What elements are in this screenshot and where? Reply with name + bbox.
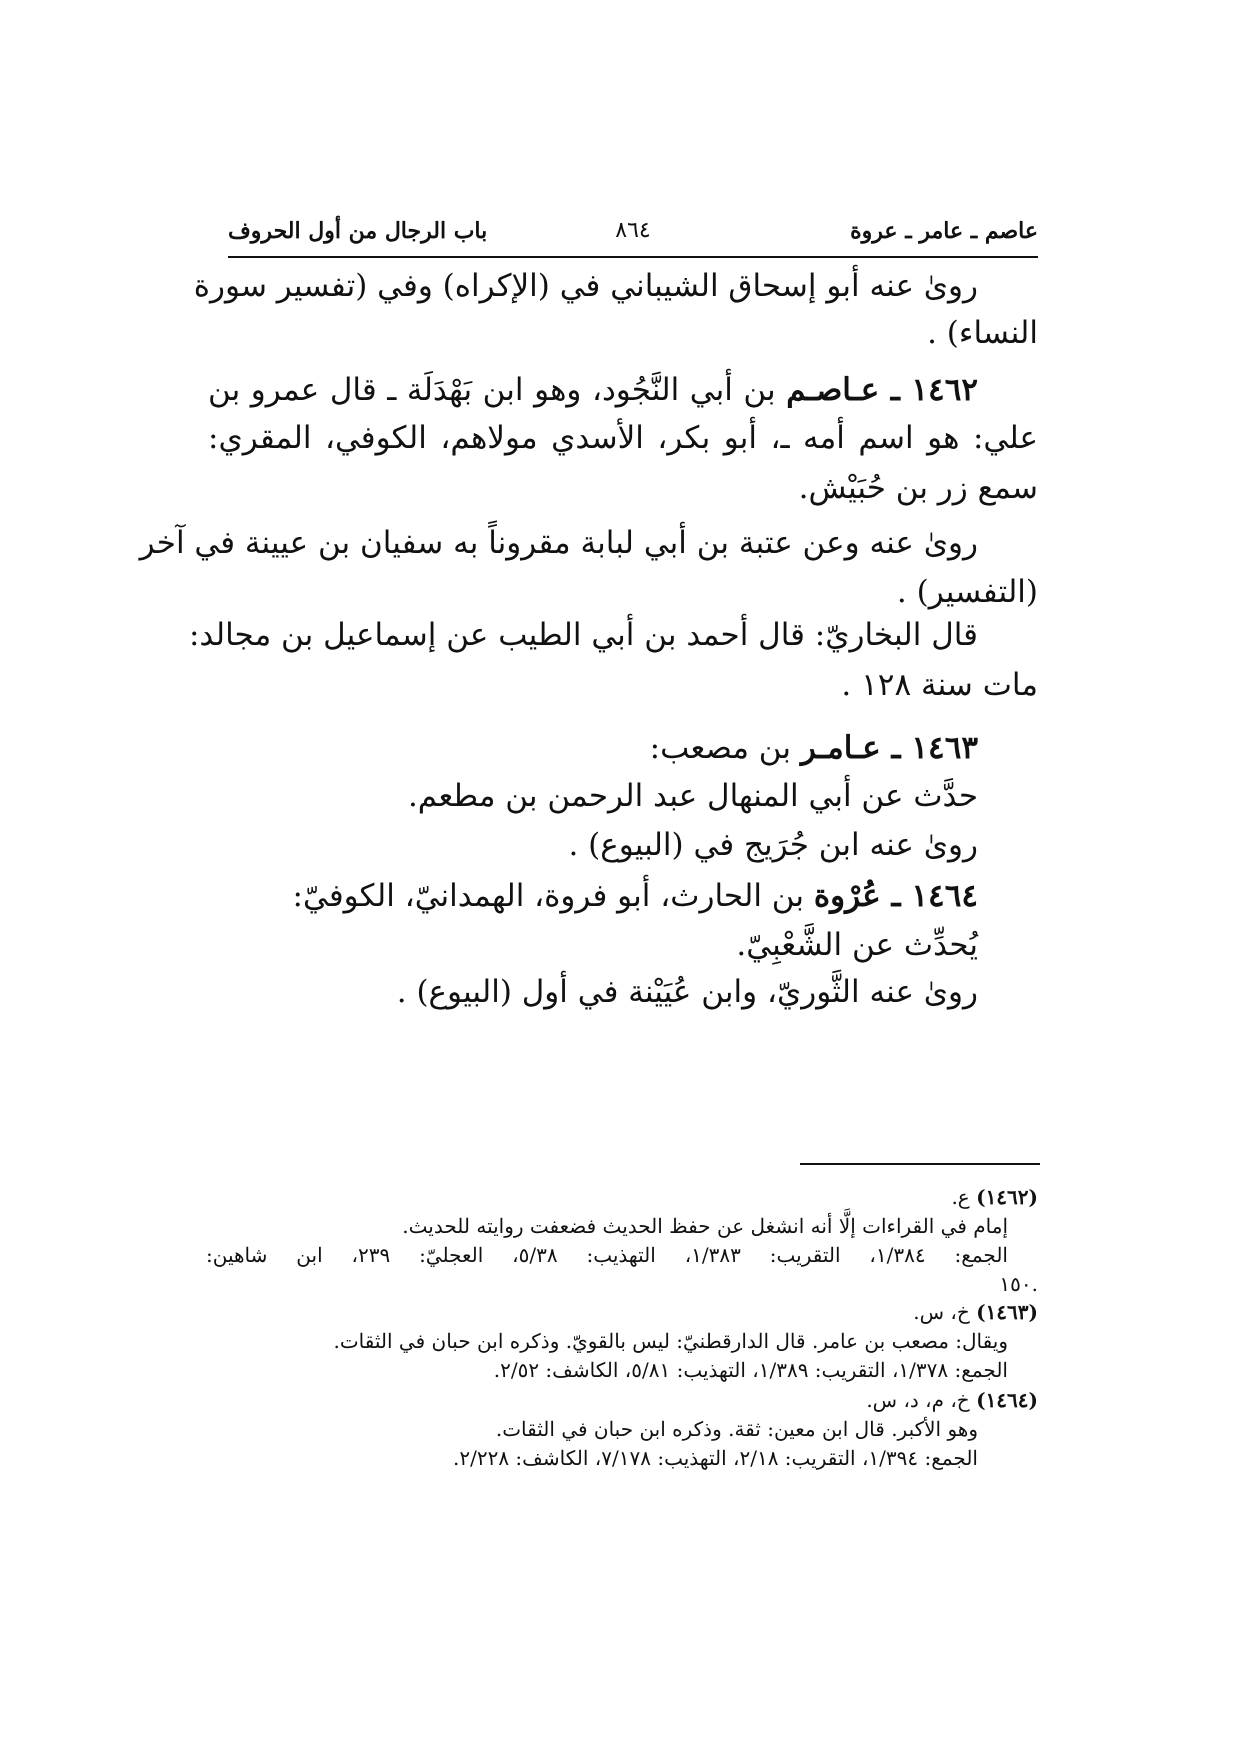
footnote-1464-head (866, 1388, 1038, 1412)
footnote-line: الجمع: ١/٣٩٤، التقريب: ٢/١٨، التهذيب: ٧/١٧٨، الكاشف: ٢/٢٢٨. (453, 1446, 978, 1470)
entry-text: بن الحارث، أبو فروة، الهمدانيّ، الكوفيّ: (292, 878, 805, 914)
entry-number-1462: ١٤٦٢ ـ عـاصـم (786, 372, 978, 408)
body-line: علي: هو اسم أمه ـ، أبو بكر، الأسدي مولاهم، الكوفي، المقري: (208, 420, 1038, 456)
running-header (228, 208, 1038, 258)
page-number: ٨٦٤ (615, 218, 651, 243)
footnote-1463-head (913, 1300, 1038, 1324)
footnote-number: (١٤٦٤) (976, 1388, 1038, 1412)
footnote-line: الجمع: ١/٣٨٤، التقريب: ١/٣٨٣، التهذيب: ٥/٣٨، العجليّ: ٢٣٩، ابن شاهين: (206, 1243, 1008, 1267)
body-line: النساء) . (927, 315, 1038, 351)
body-line: رویٰ عنه الثَّوريّ، وابن عُيَيْنة في أول (البيوع) . (396, 974, 978, 1010)
body-line: يُحدِّث عن الشَّعْبِيّ. (736, 927, 978, 963)
footnote-separator (800, 1163, 1040, 1165)
entry-number-1463: ١٤٦٣ ـ عـامـر (800, 730, 978, 766)
entry-number-1464: ١٤٦٤ ـ عُرْوة (813, 878, 978, 914)
body-line: رویٰ عنه ابن جُرَيج في (البيوع) . (568, 827, 978, 863)
body-line: رویٰ عنه وعن عتبة بن أبي لبابة مقروناً به سفيان بن عيينة في آخر (139, 525, 978, 561)
footnote-line: وهو الأكبر. قال ابن معين: ثقة. وذكره ابن حبان في الثقات. (495, 1417, 978, 1441)
footnote-line: الجمع: ١/٣٧٨، التقريب: ١/٣٨٩، التهذيب: ٥/٨١، الكاشف: ٢/٥٢. (493, 1358, 1008, 1382)
footnote-sigla: خ، س. (913, 1300, 970, 1324)
entry-1464-line (293, 878, 978, 915)
entry-1462-line (208, 372, 978, 409)
body-line: رویٰ عنه أبو إسحاق الشيباني في (الإكراه) وفي (تفسير سورة (193, 268, 978, 304)
footnote-line: إمام في القراءات إلَّا أنه انشغل عن حفظ الحديث فضعفت روايته للحديث. (402, 1214, 1008, 1238)
footnote-sigla: خ، م، د، س. (866, 1388, 970, 1412)
body-line: (التفسير) . (896, 574, 1038, 610)
entry-1463-line (650, 730, 978, 767)
footnote-line: .١٥٠ (999, 1272, 1038, 1296)
footnote-sigla: ع. (951, 1185, 970, 1209)
footnote-line: ويقال: مصعب بن عامر. قال الدارقطنيّ: ليس بالقويّ. وذكره ابن حبان في الثقات. (333, 1329, 1008, 1353)
footnote-1462-head (951, 1185, 1038, 1209)
header-chapter-title: باب الرجال من أول الحروف (228, 218, 488, 244)
body-line: مات سنة ١٢٨ . (841, 667, 1038, 703)
header-section-title: عاصم ـ عامر ـ عروة (850, 218, 1038, 244)
footnote-number: (١٤٦٣) (976, 1300, 1038, 1324)
entry-text: بن مصعب: (649, 730, 792, 766)
entry-text: بن أبي النَّجُود، وهو ابن بَهْدَلَة ـ قال عمرو بن (208, 372, 776, 408)
footnote-number: (١٤٦٢) (976, 1185, 1038, 1209)
body-line: حدَّث عن أبي المنهال عبد الرحمن بن مطعم. (407, 778, 978, 814)
body-line: قال البخاريّ: قال أحمد بن أبي الطيب عن إسماعيل بن مجالد: (188, 617, 978, 653)
body-line: سمع زر بن حُبَيْش. (798, 470, 1038, 506)
